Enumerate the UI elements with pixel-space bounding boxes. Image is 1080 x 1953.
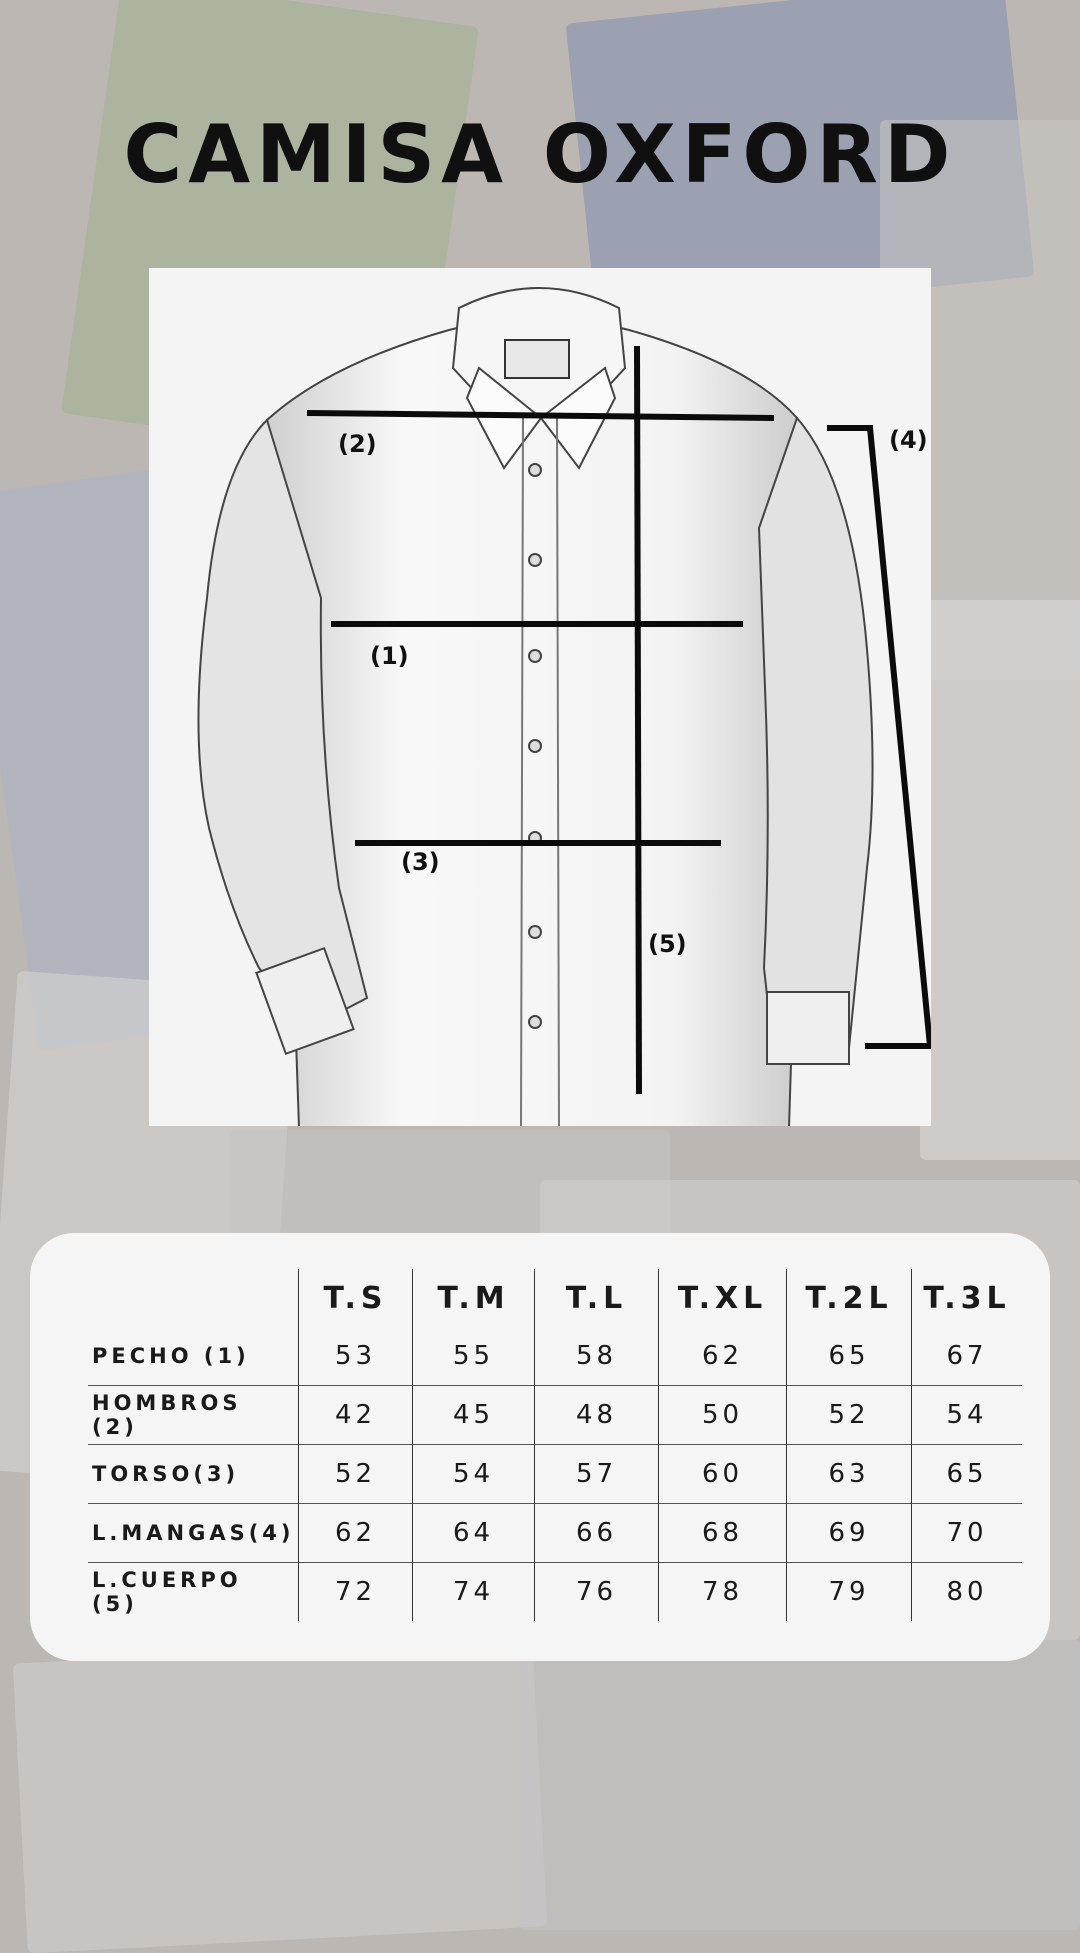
table-cell: 50 bbox=[659, 1386, 787, 1445]
table-cell: 70 bbox=[912, 1504, 1023, 1563]
table-cell: 48 bbox=[535, 1386, 659, 1445]
table-row bbox=[88, 1504, 1022, 1563]
table-cell: 64 bbox=[413, 1504, 535, 1563]
table-cell: 65 bbox=[787, 1327, 912, 1386]
table-cell: 79 bbox=[787, 1563, 912, 1622]
table-cell: 62 bbox=[659, 1327, 787, 1386]
size-table-card bbox=[30, 1233, 1050, 1661]
row-label: L.CUERPO (5) bbox=[88, 1563, 299, 1622]
collar-label bbox=[505, 340, 569, 378]
table-cell: 67 bbox=[912, 1327, 1023, 1386]
callout-shoulders: (2) bbox=[338, 430, 377, 458]
table-row bbox=[88, 1327, 1022, 1386]
table-cell: 60 bbox=[659, 1445, 787, 1504]
table-cell: 68 bbox=[659, 1504, 787, 1563]
row-label: L.MANGAS(4) bbox=[88, 1504, 299, 1563]
table-cell: 76 bbox=[535, 1563, 659, 1622]
shirt-diagram bbox=[149, 268, 931, 1126]
table-cell: 45 bbox=[413, 1386, 535, 1445]
table-cell: 54 bbox=[413, 1445, 535, 1504]
table-row bbox=[88, 1563, 1022, 1622]
table-cell: 42 bbox=[299, 1386, 413, 1445]
row-label: TORSO(3) bbox=[88, 1445, 299, 1504]
size-col-header: T.XL bbox=[659, 1269, 787, 1327]
table-cell: 72 bbox=[299, 1563, 413, 1622]
table-cell: 57 bbox=[535, 1445, 659, 1504]
size-col-header: T.L bbox=[535, 1269, 659, 1327]
table-cell: 62 bbox=[299, 1504, 413, 1563]
table-corner bbox=[88, 1269, 299, 1327]
shirt-illustration bbox=[149, 268, 931, 1126]
table-cell: 63 bbox=[787, 1445, 912, 1504]
callout-torso: (3) bbox=[401, 848, 440, 876]
table-cell: 69 bbox=[787, 1504, 912, 1563]
table-row bbox=[88, 1386, 1022, 1445]
row-label: HOMBROS (2) bbox=[88, 1386, 299, 1445]
table-cell: 74 bbox=[413, 1563, 535, 1622]
size-col-header: T.S bbox=[299, 1269, 413, 1327]
table-cell: 53 bbox=[299, 1327, 413, 1386]
callout-body-length: (5) bbox=[648, 930, 687, 958]
size-col-header: T.3L bbox=[912, 1269, 1023, 1327]
size-col-header: T.2L bbox=[787, 1269, 912, 1327]
table-cell: 65 bbox=[912, 1445, 1023, 1504]
row-label: PECHO (1) bbox=[92, 1344, 250, 1368]
table-cell: 52 bbox=[787, 1386, 912, 1445]
callout-sleeve: (4) bbox=[889, 426, 928, 454]
table-cell: 78 bbox=[659, 1563, 787, 1622]
table-cell: 55 bbox=[413, 1327, 535, 1386]
table-cell: 52 bbox=[299, 1445, 413, 1504]
callout-chest: (1) bbox=[370, 642, 409, 670]
measure-line-body-length bbox=[637, 346, 639, 1094]
table-cell: 54 bbox=[912, 1386, 1023, 1445]
table-cell: 58 bbox=[535, 1327, 659, 1386]
table-cell: 66 bbox=[535, 1504, 659, 1563]
size-col-header: T.M bbox=[413, 1269, 535, 1327]
size-header-row bbox=[88, 1269, 1022, 1327]
size-table bbox=[88, 1269, 1022, 1621]
table-row bbox=[88, 1445, 1022, 1504]
page-title: CAMISA OXFORD bbox=[123, 108, 957, 201]
table-cell: 80 bbox=[912, 1563, 1023, 1622]
